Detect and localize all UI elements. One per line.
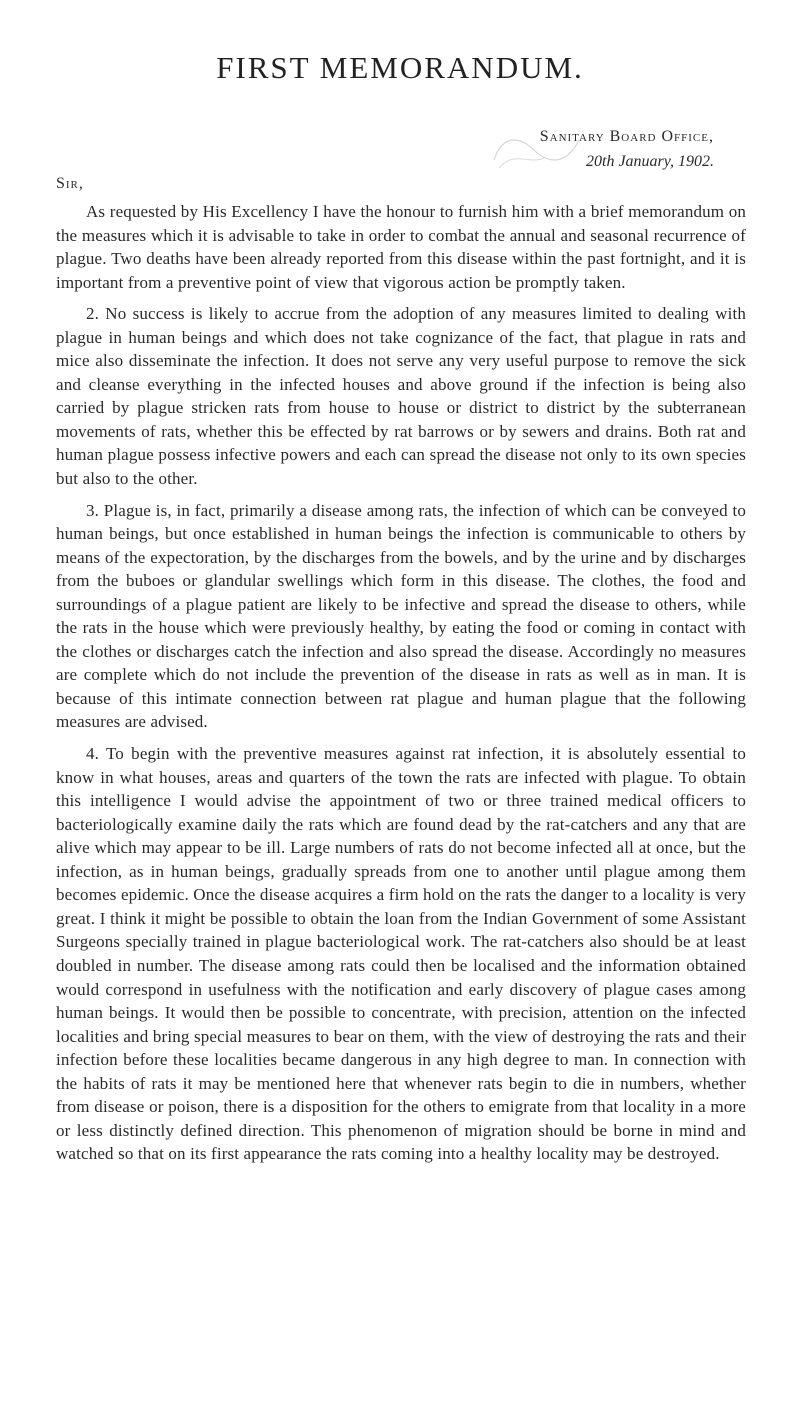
paragraph-3: 3. Plague is, in fact, primarily a disease among rats, the infection of which can be conveyed to human beings, but once established in human beings the infection is communicable to others by means of the expectoration, by the discharges from the bowels, and by the urine and by discharges from the buboes or glandular swellings which form in this disease. The clothes, the food and surroundings of a plague patient are likely to be infective and spread the disease to others, while the rats in the house which were previously healthy, by eating the food or coming in contact with the clothes or discharges catch the infection and also spread the disease. Accordingly no measures are complete which do not include the prevention of the disease in rats as well as in man. It is because of this intimate connection between rat plague and human plague that the following measures are advised. [56, 500, 746, 732]
letter-address [540, 124, 714, 174]
paragraph-2: 2. No success is likely to accrue from the adoption of any measures limited to dealing with plague in human beings and which does not take cognizance of the fact, that plague in rats and mice also disseminate the infection. It does not serve any very useful purpose to remove the sick and cleanse everything in the infected houses and above ground if the infection is being also carried by plague stricken rats from house to house or district to district by the subterranean movements of rats, whether this be effected by rat barrows or by sewers and drains. Both rat and human plague possess infective powers and each can spread the disease not only to its own species but also to the other. [56, 304, 746, 489]
paragraph-1: As requested by His Excellency I have the honour to furnish him with a brief memorandum on the measures which it is advisable to take in order to combat the annual and seasonal recurrence of plague. Two deaths have been already reported from this disease within the past fortnight, and it is important from a preventive point of view that vigorous action be promptly taken. [56, 202, 746, 292]
paragraph-4: 4. To begin with the preventive measures against rat infection, it is absolutely essential to know in what houses, areas and quarters of the town the rats are infected with plague. To obtain this intelligence I would advise the appointment of two or three trained medical officers to bacteriologically examine daily the rats which are found dead by the rat-catchers and any that are alive which may appear to be ill. Large numbers of rats do not become infected all at once, but the infection, as in human beings, gradually spreads from one to another until plague among them becomes epidemic. Once the disease acquires a firm hold on the rats the danger to a locality is very great. I think it might be possible to obtain the loan from the Indian Government of some Assistant Surgeons specially trained in plague bacteriological work. The rat-catchers also should be at least doubled in number. The disease among rats could then be localised and the information obtained would correspond in usefulness with the notification and early discovery of plague cases among human beings. It would then be possible to concentrate, with precision, attention on the infected localities and bring special measures to bear on them, with the view of destroying the rats and their infection before these localities became dangerous in any high degree to man. In connection with the habits of rats it may be mentioned here that whenever rats begin to die in numbers, whether from disease or poison, there is a disposition for the others to emigrate from that locality in a more or less distinctly defined direction. This phenomenon of migration should be borne in mind and watched so that on its first appearance the rats coming into a healthy locality may be destroyed. [56, 744, 746, 1164]
page-title: FIRST MEMORANDUM. [216, 50, 584, 85]
letter-date: 20th January, 1902. [586, 153, 714, 170]
memorandum-body [56, 200, 746, 1174]
salutation: Sir, [56, 175, 84, 192]
office-name: Sanitary Board Office, [539, 128, 714, 145]
